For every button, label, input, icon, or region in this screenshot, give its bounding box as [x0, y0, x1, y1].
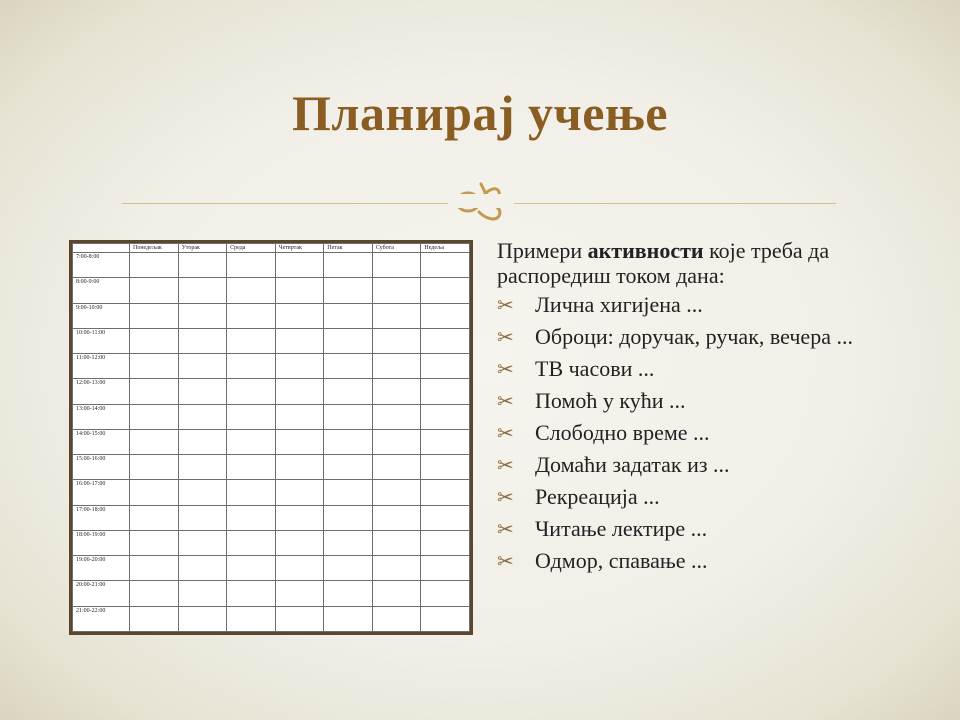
schedule-cell: [372, 354, 421, 379]
time-slot-cell: 11:00-12:00: [73, 354, 130, 379]
schedule-cell: [372, 606, 421, 631]
table-row: [73, 253, 470, 278]
time-slot-cell: 13:00-14:00: [73, 404, 130, 429]
activity-label: Рекреација ...: [535, 484, 660, 509]
schedule-cell: [130, 455, 179, 480]
activity-item: [497, 420, 897, 445]
schedule-cell: [130, 328, 179, 353]
table-row: [73, 303, 470, 328]
schedule-cell: [421, 606, 470, 631]
schedule-cell: [421, 505, 470, 530]
schedule-cell: [275, 429, 324, 454]
ornament: [448, 176, 514, 224]
schedule-cell: [178, 530, 227, 555]
schedule-cell: [227, 556, 276, 581]
time-slot-cell: 18:00-19:00: [73, 530, 130, 555]
scissors-bullet-icon: ✂: [497, 549, 514, 573]
schedule-cell: [324, 328, 373, 353]
activity-item: [497, 324, 897, 349]
weekly-schedule-table: [69, 240, 473, 635]
activities-panel: [497, 238, 897, 580]
time-slot-cell: 14:00-15:00: [73, 429, 130, 454]
schedule-cell: [178, 404, 227, 429]
schedule-cell: [130, 530, 179, 555]
schedule-cell: [178, 581, 227, 606]
schedule-cell: [275, 505, 324, 530]
intro-bold: активности: [587, 238, 704, 263]
schedule-cell: [372, 379, 421, 404]
schedule-cell: [421, 379, 470, 404]
schedule-cell: [372, 278, 421, 303]
header-cell: [73, 244, 130, 253]
header-cell: Среда: [227, 244, 276, 253]
activity-label: Одмор, спавање ...: [535, 548, 708, 573]
schedule-cell: [130, 278, 179, 303]
schedule-cell: [372, 480, 421, 505]
schedule-cell: [227, 455, 276, 480]
schedule-cell: [324, 379, 373, 404]
schedule-cell: [372, 303, 421, 328]
schedule-cell: [372, 455, 421, 480]
activity-item: [497, 356, 897, 381]
schedule-cell: [130, 429, 179, 454]
schedule-cell: [227, 480, 276, 505]
schedule-cell: [275, 581, 324, 606]
scissors-bullet-icon: ✂: [497, 517, 514, 541]
schedule-cell: [227, 253, 276, 278]
scissors-bullet-icon: ✂: [497, 389, 514, 413]
table-row: [73, 530, 470, 555]
schedule-cell: [324, 303, 373, 328]
schedule-cell: [421, 480, 470, 505]
scissors-bullet-icon: ✂: [497, 293, 514, 317]
schedule-cell: [130, 379, 179, 404]
schedule-cell: [178, 354, 227, 379]
schedule-cell: [324, 480, 373, 505]
activity-label: Слободно време ...: [535, 420, 710, 445]
schedule-cell: [130, 354, 179, 379]
schedule-cell: [227, 379, 276, 404]
schedule-cell: [275, 328, 324, 353]
header-cell: Недеља: [421, 244, 470, 253]
scissors-bullet-icon: ✂: [497, 325, 514, 349]
schedule-cell: [178, 278, 227, 303]
activity-label: Домаћи задатак из ...: [535, 452, 730, 477]
header-cell: Субота: [372, 244, 421, 253]
schedule-cell: [178, 480, 227, 505]
time-slot-cell: 19:00-20:00: [73, 556, 130, 581]
schedule-cell: [421, 354, 470, 379]
schedule-cell: [130, 556, 179, 581]
schedule-cell: [227, 581, 276, 606]
schedule-cell: [130, 505, 179, 530]
schedule-cell: [275, 556, 324, 581]
schedule-cell: [372, 429, 421, 454]
schedule-cell: [421, 429, 470, 454]
table-row: [73, 354, 470, 379]
schedule-cell: [324, 581, 373, 606]
header-cell: Петак: [324, 244, 373, 253]
schedule-cell: [178, 328, 227, 353]
schedule-cell: [324, 455, 373, 480]
time-slot-cell: 7:00-8:00: [73, 253, 130, 278]
schedule-cell: [421, 328, 470, 353]
time-slot-cell: 10:00-11:00: [73, 328, 130, 353]
schedule-cell: [130, 581, 179, 606]
header-cell: Четвртак: [275, 244, 324, 253]
schedule-cell: [130, 404, 179, 429]
table-row: [73, 505, 470, 530]
schedule-cell: [178, 606, 227, 631]
activity-label: Читање лектире ...: [535, 516, 708, 541]
schedule-cell: [227, 278, 276, 303]
table-row: [73, 581, 470, 606]
time-slot-cell: 16:00-17:00: [73, 480, 130, 505]
activity-item: [497, 388, 897, 413]
schedule-cell: [324, 253, 373, 278]
schedule-cell: [275, 606, 324, 631]
schedule-cell: [178, 556, 227, 581]
time-slot-cell: 20:00-21:00: [73, 581, 130, 606]
activity-label: Оброци: доручак, ручак, вечера ...: [535, 324, 853, 349]
schedule-cell: [372, 328, 421, 353]
schedule-cell: [275, 354, 324, 379]
schedule-cell: [178, 303, 227, 328]
schedule-cell: [178, 429, 227, 454]
schedule-cell: [275, 253, 324, 278]
schedule-cell: [372, 530, 421, 555]
activity-item: [497, 548, 897, 573]
schedule-cell: [372, 253, 421, 278]
activity-item: [497, 516, 897, 541]
schedule-cell: [178, 455, 227, 480]
scissors-bullet-icon: ✂: [497, 453, 514, 477]
activity-label: Лична хигијена ...: [535, 292, 703, 317]
table-row: [73, 278, 470, 303]
table-row: [73, 455, 470, 480]
schedule-cell: [227, 429, 276, 454]
schedule-cell: [372, 581, 421, 606]
table-row: [73, 606, 470, 631]
time-slot-cell: 9:00-10:00: [73, 303, 130, 328]
activity-label: ТВ часови ...: [535, 356, 655, 381]
header-cell: Понедељак: [130, 244, 179, 253]
schedule-cell: [324, 429, 373, 454]
table-header-row: [73, 244, 470, 253]
schedule-cell: [227, 328, 276, 353]
intro-text: [497, 238, 897, 288]
table-row: [73, 379, 470, 404]
schedule-cell: [227, 404, 276, 429]
time-slot-cell: 21:00-22:00: [73, 606, 130, 631]
schedule-cell: [324, 505, 373, 530]
time-slot-cell: 15:00-16:00: [73, 455, 130, 480]
schedule-cell: [275, 303, 324, 328]
schedule-cell: [421, 253, 470, 278]
schedule-cell: [324, 404, 373, 429]
schedule-cell: [324, 530, 373, 555]
schedule-cell: [421, 303, 470, 328]
table-row: [73, 480, 470, 505]
schedule-cell: [324, 278, 373, 303]
table-row: [73, 556, 470, 581]
table-row: [73, 328, 470, 353]
schedule-cell: [421, 455, 470, 480]
schedule-cell: [275, 480, 324, 505]
table-row: [73, 429, 470, 454]
schedule-cell: [275, 404, 324, 429]
schedule-cell: [227, 606, 276, 631]
schedule-cell: [421, 581, 470, 606]
schedule-cell: [130, 253, 179, 278]
intro-before: Примери: [497, 238, 588, 263]
schedule-cell: [421, 556, 470, 581]
time-slot-cell: 8:00-9:00: [73, 278, 130, 303]
schedule-cell: [275, 278, 324, 303]
schedule-cell: [178, 253, 227, 278]
time-slot-cell: 17:00-18:00: [73, 505, 130, 530]
schedule-cell: [324, 606, 373, 631]
schedule-cell: [227, 505, 276, 530]
schedule-cell: [227, 354, 276, 379]
schedule-cell: [130, 303, 179, 328]
schedule-cell: [275, 530, 324, 555]
schedule-cell: [421, 530, 470, 555]
schedule-cell: [130, 606, 179, 631]
schedule-cell: [227, 530, 276, 555]
schedule-cell: [275, 455, 324, 480]
scissors-bullet-icon: ✂: [497, 421, 514, 445]
schedule-cell: [324, 556, 373, 581]
schedule-cell: [275, 379, 324, 404]
table-row: [73, 404, 470, 429]
activity-item: [497, 452, 897, 477]
scissors-bullet-icon: ✂: [497, 485, 514, 509]
schedule-cell: [421, 404, 470, 429]
scissors-bullet-icon: ✂: [497, 357, 514, 381]
schedule-cell: [372, 505, 421, 530]
schedule-cell: [227, 303, 276, 328]
schedule-cell: [421, 278, 470, 303]
header-cell: Уторак: [178, 244, 227, 253]
activity-list: [497, 292, 897, 573]
schedule-cell: [372, 404, 421, 429]
intro-after: које треба да распоредиш током дана:: [497, 238, 830, 288]
slide-title: Планирај учење: [292, 85, 668, 141]
activity-item: [497, 292, 897, 317]
activity-item: [497, 484, 897, 509]
activity-label: Помоћ у кући ...: [535, 388, 686, 413]
schedule-cell: [130, 480, 179, 505]
schedule-cell: [178, 379, 227, 404]
schedule-cell: [178, 505, 227, 530]
schedule-cell: [324, 354, 373, 379]
schedule-cell: [372, 556, 421, 581]
time-slot-cell: 12:00-13:00: [73, 379, 130, 404]
